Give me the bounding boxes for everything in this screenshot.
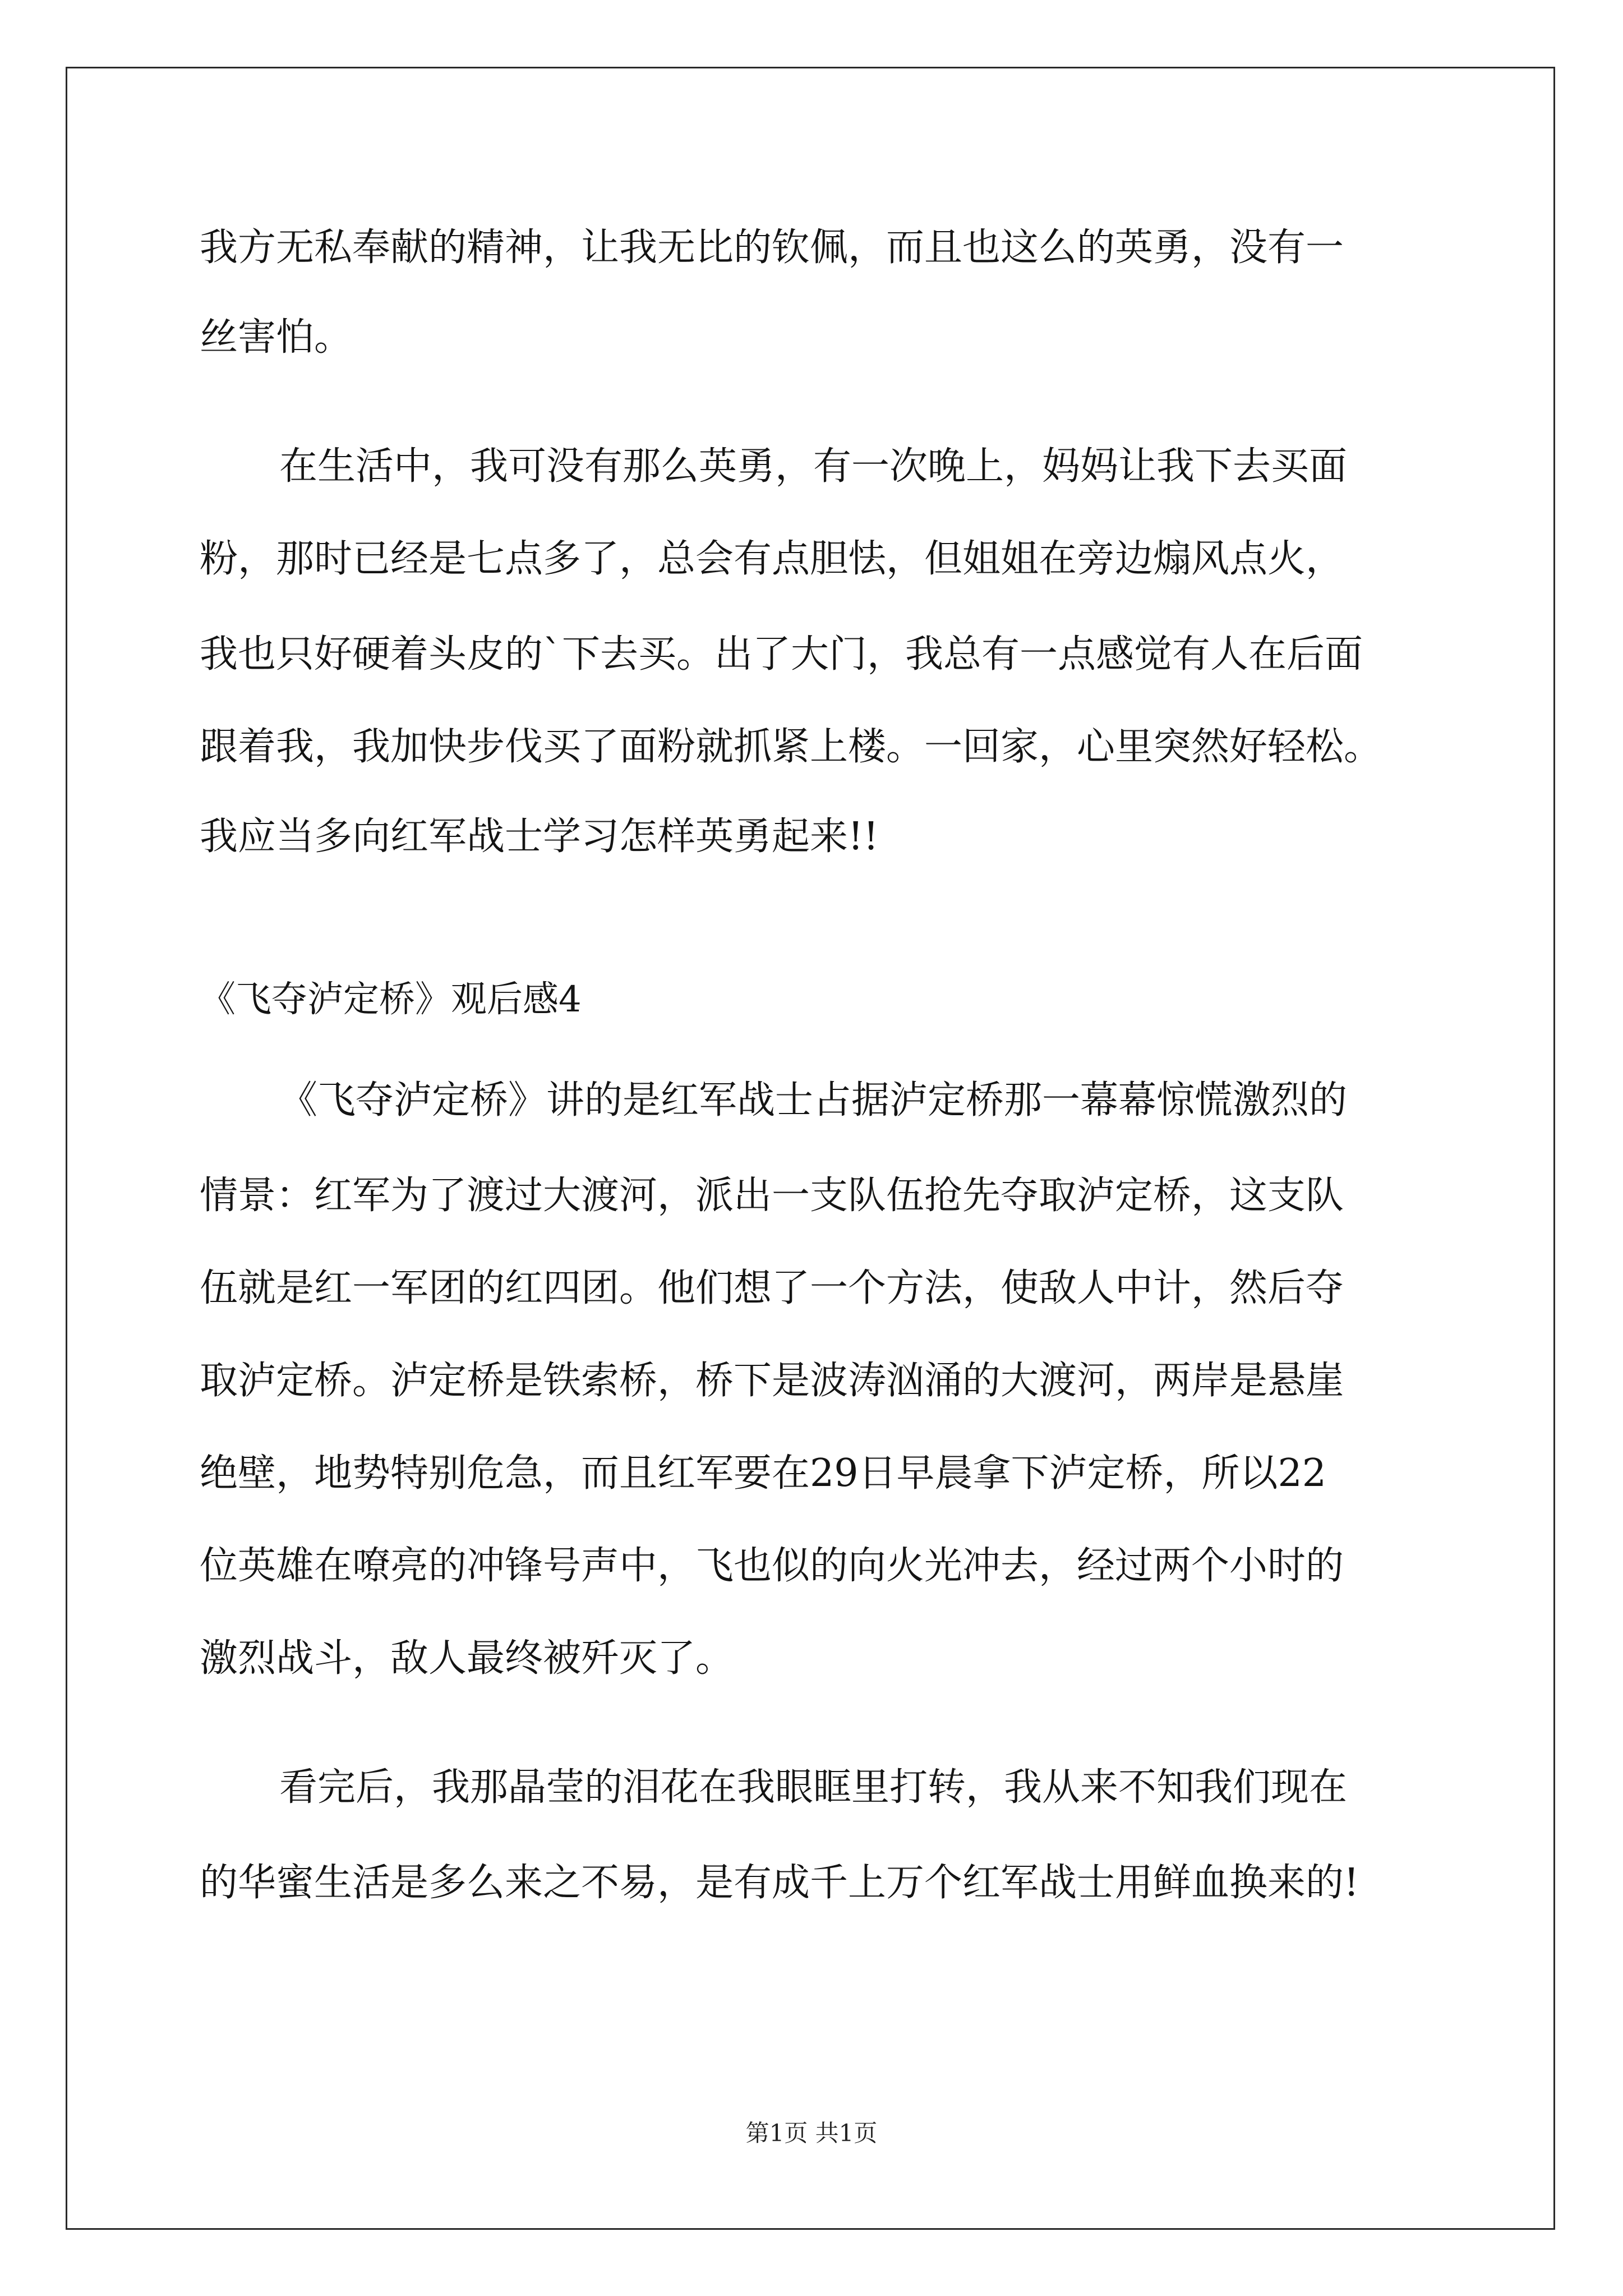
section-heading: 《飞夺泸定桥》观后感4: [200, 979, 582, 1020]
text-line: 情景：红军为了渡过大渡河，派出一支队伍抢先夺取泸定桥，这支队: [200, 1174, 1344, 1218]
text-line: 激烈战斗，敌人最终被歼灭了。: [200, 1636, 734, 1681]
text-line: 丝害怕。: [200, 315, 353, 360]
text-line: 位英雄在嘹亮的冲锋号声中，飞也似的向火光冲去，经过两个小时的: [200, 1544, 1344, 1588]
text-line: 《飞夺泸定桥》讲的是红军战士占据泸定桥那一幕幕惊慌激烈的: [279, 1078, 1348, 1122]
text-line: 的华蜜生活是多么来之不易，是有成千上万个红军战士用鲜血换来的!: [200, 1861, 1359, 1905]
text-line: 绝壁，地势特别危急，而且红军要在29日早晨拿下泸定桥，所以22: [200, 1451, 1327, 1496]
text-line: 跟着我，我加快步伐买了面粉就抓紧上楼。一回家，心里突然好轻松。: [200, 725, 1382, 769]
text-line: 我方无私奉献的精神，让我无比的钦佩，而且也这么的英勇，没有一: [200, 226, 1344, 270]
text-line: 伍就是红一军团的红四团。他们想了一个方法，使敌人中计，然后夺: [200, 1266, 1344, 1310]
text-line: 取泸定桥。泸定桥是铁索桥，桥下是波涛汹涌的大渡河，两岸是悬崖: [200, 1359, 1344, 1403]
text-line: 我也只好硬着头皮的`下去买。出了大门，我总有一点感觉有人在后面: [200, 632, 1363, 677]
text-line: 粉，那时已经是七点多了，总会有点胆怯，但姐姐在旁边煽风点火，: [200, 537, 1344, 581]
page-footer: 第1页 共1页: [745, 2119, 878, 2147]
text-line: 看完后，我那晶莹的泪花在我眼眶里打转，我从来不知我们现在: [279, 1765, 1348, 1810]
text-line: 我应当多向红军战士学习怎样英勇起来!!: [200, 815, 879, 859]
text-line: 在生活中，我可没有那么英勇，有一次晚上，妈妈让我下去买面: [279, 444, 1348, 489]
